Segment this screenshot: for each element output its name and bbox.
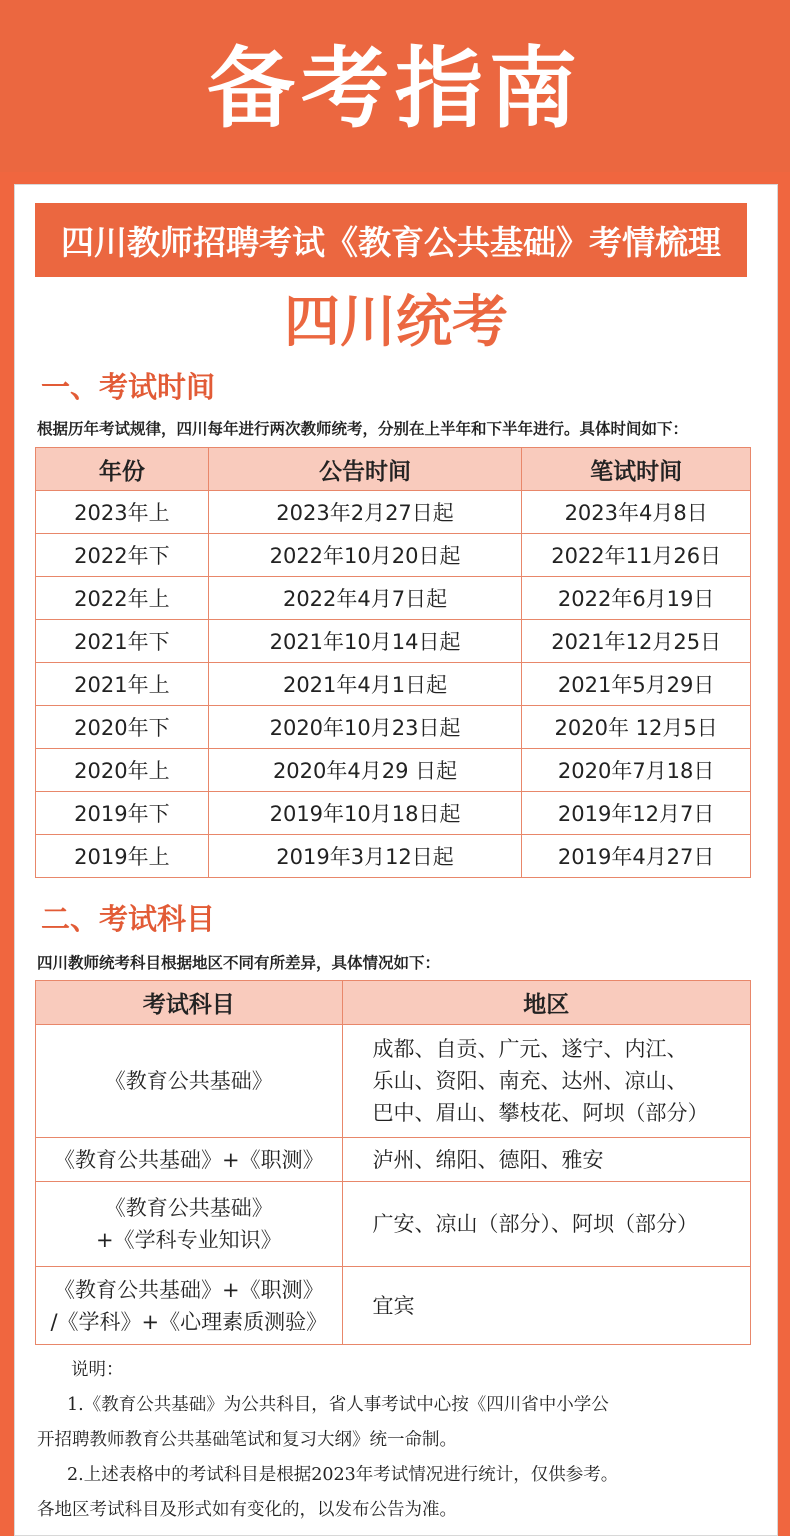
cell-region [342,1025,750,1138]
notes-block [37,1353,759,1528]
table-row [36,706,751,749]
cell-region [342,1267,750,1345]
region-line: 宜宾 [372,1293,415,1318]
cell-region [342,1138,750,1182]
cell-year: 2023年上 [36,491,209,534]
cell-year: 2021年上 [36,663,209,706]
section-intro-subjects: 四川教师统考科目根据地区不同有所差异，具体情况如下： [37,953,441,972]
cell-announce-date: 2021年10月14日起 [208,620,522,663]
cell-year: 2019年上 [36,835,209,878]
table-header-row [36,981,751,1025]
cell-year: 2022年下 [36,534,209,577]
cell-written-date: 2021年12月25日 [522,620,751,663]
cell-subject [36,1025,343,1138]
exam-time-table [35,447,751,878]
col-header-written: 笔试时间 [522,448,751,491]
cell-written-date: 2021年5月29日 [522,663,751,706]
ribbon-title: 四川教师招聘考试《教育公共基础》考情梳理 [35,203,747,277]
page-heading: 四川统考 [284,289,508,355]
cell-announce-date: 2019年3月12日起 [208,835,522,878]
note-1-line-2: 开招聘教师教育公共基础笔试和复习大纲》统一命制。 [37,1430,457,1450]
subject-line: 《教育公共基础》+《职测》 [53,1147,324,1172]
section-title-subjects: 二、考试科目 [41,902,216,936]
col-header-announce: 公告时间 [208,448,522,491]
table-row [36,1182,751,1267]
cell-announce-date: 2020年10月23日起 [208,706,522,749]
section-intro-exam-time: 根据历年考试规律，四川每年进行两次教师统考，分别在上半年和下半年进行。具体时间如下： [37,419,689,438]
cell-region [342,1182,750,1267]
cell-announce-date: 2022年4月7日起 [208,577,522,620]
cell-announce-date: 2021年4月1日起 [208,663,522,706]
cell-year: 2019年下 [36,792,209,835]
region-line: 广安、凉山（部分）、阿坝（部分） [372,1212,699,1236]
cell-announce-date: 2023年2月27日起 [208,491,522,534]
cell-year: 2020年上 [36,749,209,792]
note-1-line-1: 1.《教育公共基础》为公共科目，省人事考试中心按《四川省中小学公 [67,1395,609,1415]
col-header-subject: 考试科目 [36,981,343,1025]
content-card [14,184,778,1536]
cell-written-date: 2022年6月19日 [522,577,751,620]
table-header-row [36,448,751,491]
cell-written-date: 2022年11月26日 [522,534,751,577]
table-row [36,577,751,620]
table-row [36,620,751,663]
cell-year: 2022年上 [36,577,209,620]
top-banner [0,0,790,172]
cell-announce-date: 2022年10月20日起 [208,534,522,577]
table-row [36,1138,751,1182]
banner-title: 备考指南 [206,37,583,140]
subjects-table [35,980,751,1345]
table-row [36,663,751,706]
cell-subject [36,1182,343,1267]
cell-announce-date: 2019年10月18日起 [208,792,522,835]
cell-written-date: 2023年4月8日 [522,491,751,534]
cell-subject [36,1267,343,1345]
note-2-line-1: 2.上述表格中的考试科目是根据2023年考试情况进行统计，仅供参考。 [67,1465,619,1485]
col-header-region: 地区 [342,981,750,1025]
section-title-exam-time: 一、考试时间 [41,370,216,404]
subject-line: +《学科专业知识》 [95,1228,282,1252]
cell-written-date: 2020年 12月5日 [522,706,751,749]
note-2-line-2: 各地区考试科目及形式如有变化的，以发布公告为准。 [37,1500,457,1520]
region-line: 巴中、眉山、攀枝花、阿坝（部分） [372,1101,709,1125]
table-row [36,792,751,835]
cell-subject [36,1138,343,1182]
table-row [36,534,751,577]
notes-label: 说明： [71,1360,124,1380]
region-line: 泸州、绵阳、德阳、雅安 [372,1147,604,1172]
subject-line: 《教育公共基础》 [104,1196,273,1220]
subject-line: 《教育公共基础》 [104,1069,273,1093]
table-row [36,749,751,792]
table-row [36,1025,751,1138]
cell-written-date: 2019年4月27日 [522,835,751,878]
subject-line: /《学科》+《心理素质测验》 [50,1309,328,1334]
table-row [36,835,751,878]
table-row [36,1267,751,1345]
region-line: 成都、自贡、广元、遂宁、内江、 [372,1037,688,1061]
cell-year: 2020年下 [36,706,209,749]
subject-line: 《教育公共基础》+《职测》 [53,1277,324,1302]
cell-written-date: 2020年7月18日 [522,749,751,792]
region-line: 乐山、资阳、南充、达州、凉山、 [372,1069,688,1093]
col-header-year: 年份 [36,448,209,491]
cell-written-date: 2019年12月7日 [522,792,751,835]
cell-announce-date: 2020年4月29 日起 [208,749,522,792]
table-row [36,491,751,534]
cell-year: 2021年下 [36,620,209,663]
